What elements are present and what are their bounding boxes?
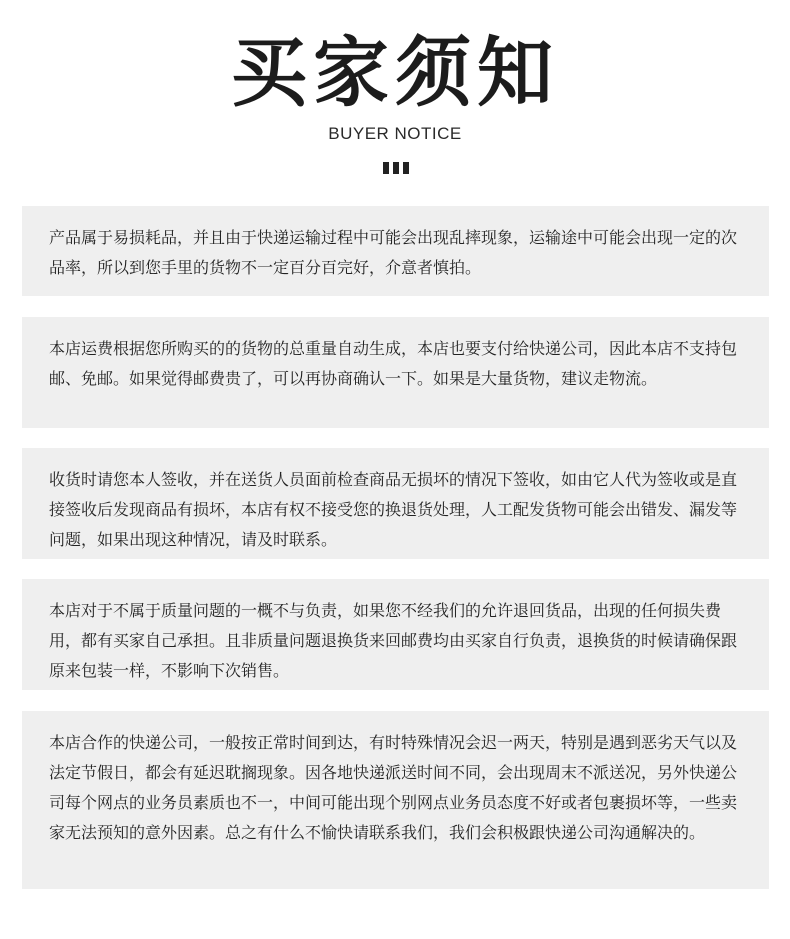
notice-card-returns [22,579,769,690]
divider-bar [403,162,409,174]
notice-text: 收货时请您本人签收，并在送货人员面前检查商品无损坏的情况下签收，如由它人代为签收或是直接签收后发现商品有损坏，本店有权不接受您的换退货处理，人工配发货物可能会出错发、漏发等问题，如果出现这种情况，请及时联系。 [49,470,738,549]
notice-text: 本店运费根据您所购买的的货物的总重量自动生成，本店也要支付给快递公司，因此本店不支持包邮、免邮。如果觉得邮费贵了，可以再协商确认一下。如果是大量货物，建议走物流。 [49,339,738,388]
notice-text: 产品属于易损耗品，并且由于快递运输过程中可能会出现乱摔现象，运输途中可能会出现一定的次品率，所以到您手里的货物不一定百分百完好，介意者慎拍。 [49,228,738,277]
notice-card-shipping-fee [22,317,769,428]
notice-text: 本店对于不属于质量问题的一概不与负责，如果您不经我们的允许退回货品，出现的任何损失费用，都有买家自己承担。且非质量问题退换货来回邮费均由买家自行负责，退换货的时候请确保跟原来包装一样，不影响下次销售。 [49,601,738,680]
divider-bars-icon [383,162,409,174]
divider-bar [383,162,389,174]
page-title: 买家须知 [231,28,559,117]
page-subtitle: BUYER NOTICE [328,124,462,143]
divider-bar [393,162,399,174]
notice-card-delivery [22,711,769,889]
notice-card-fragile [22,206,769,296]
notice-card-signing [22,448,769,559]
notice-text: 本店合作的快递公司，一般按正常时间到达，有时特殊情况会迟一两天，特别是遇到恶劣天气以及法定节假日，都会有延迟耽搁现象。因各地快递派送时间不同，会出现周末不派送况，另外快递公司每个网点的业务员素质也不一，中间可能出现个别网点业务员态度不好或者包裹损坏等，一些卖家无法预知的意外因素。总之有什么不愉快请联系我们，我们会积极跟快递公司沟通解决的。 [49,733,738,842]
